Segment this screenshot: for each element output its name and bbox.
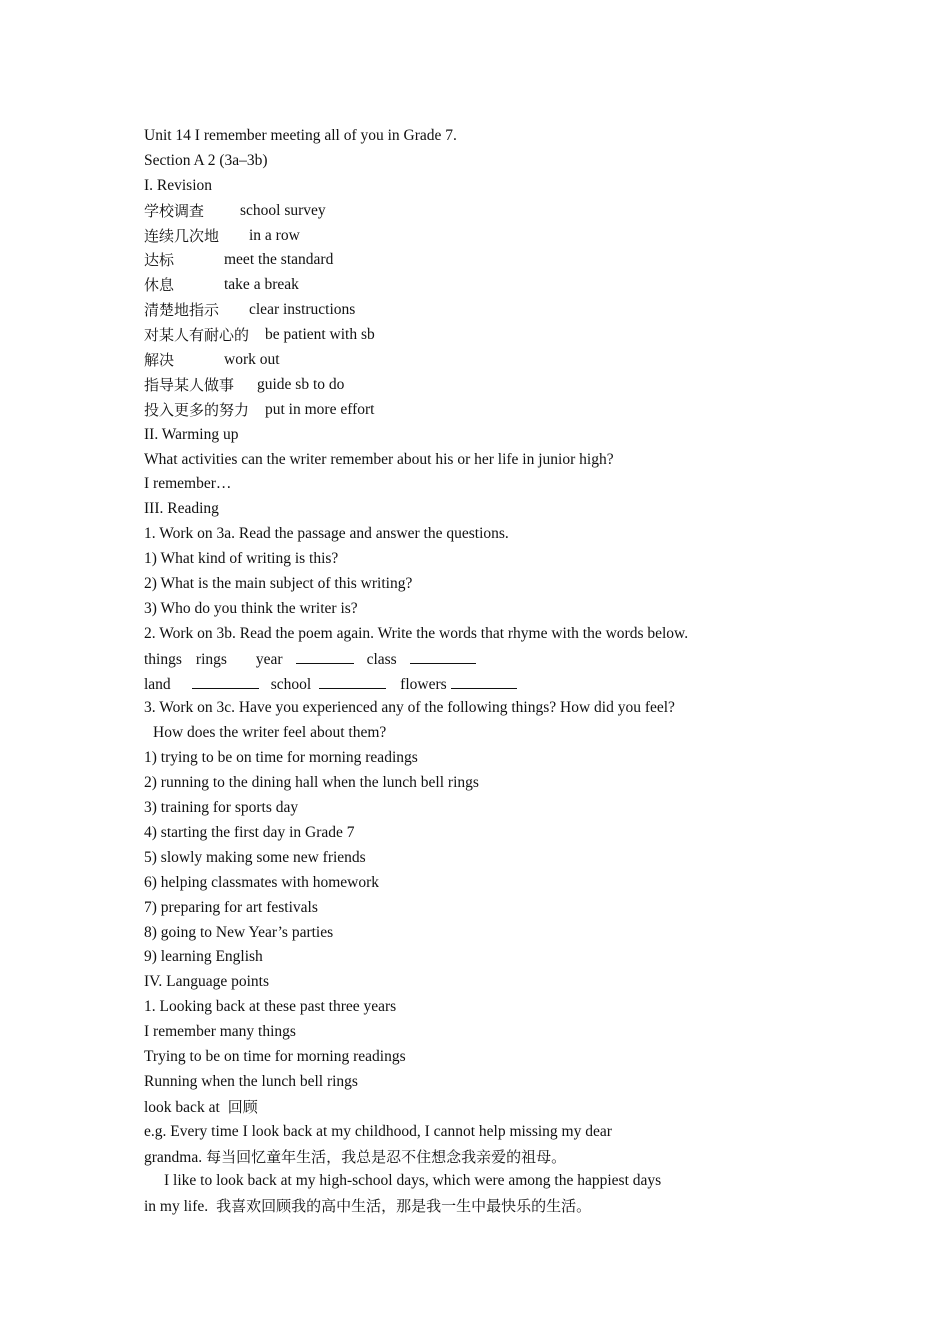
- example-line: e.g. Every time I look back at my childhood, I cannot help missing my dear: [144, 1122, 612, 1140]
- poem-line: 1. Looking back at these past three years: [144, 998, 397, 1016]
- list-item: 9) learning English: [144, 948, 263, 966]
- vocab-en: guide sb to do: [257, 375, 345, 393]
- rhyme-word: things: [144, 650, 182, 668]
- warming-question: What activities can the writer remember about his or her life in junior high?: [144, 450, 614, 468]
- vocab-zh: 连续几次地: [144, 226, 220, 245]
- rhyme-word: school: [270, 675, 312, 693]
- vocab-zh: 休息: [144, 276, 175, 295]
- list-item: 7) preparing for art festivals: [144, 898, 318, 916]
- phrase-en: look back at: [144, 1098, 220, 1116]
- language-heading: IV. Language points: [144, 973, 269, 991]
- vocab-row: [144, 373, 824, 398]
- rhyme-word: flowers: [400, 675, 447, 693]
- poem-line: Trying to be on time for morning readings: [144, 1047, 406, 1065]
- warming-prompt: I remember…: [144, 475, 232, 493]
- vocab-en: take a break: [224, 276, 299, 294]
- vocab-zh: 对某人有耐心的: [144, 326, 250, 345]
- phrase-zh: 回顾: [227, 1097, 258, 1116]
- vocab-en: in a row: [249, 226, 300, 244]
- answer-blank[interactable]: [192, 672, 259, 689]
- answer-blank[interactable]: [319, 672, 386, 689]
- vocab-en: meet the standard: [224, 251, 334, 269]
- vocab-row: [144, 398, 824, 423]
- vocab-row: [144, 348, 824, 373]
- example-zh: 我喜欢回顾我的高中生活，那是我一生中最快乐的生活。: [216, 1197, 592, 1216]
- vocab-en: clear instructions: [249, 301, 356, 319]
- rhyme-row-1: [144, 647, 824, 672]
- reading-task-3: 3. Work on 3c. Have you experienced any of the following things? How did you feel?: [144, 699, 675, 717]
- vocab-row: [144, 323, 824, 348]
- vocab-zh: 学校调查: [144, 201, 205, 220]
- vocab-row: [144, 248, 824, 273]
- document-page: [144, 124, 824, 1219]
- vocab-en: put in more effort: [265, 400, 375, 418]
- vocab-zh: 投入更多的努力: [144, 400, 250, 419]
- rhyme-row-2: [144, 672, 824, 697]
- vocab-row: [144, 199, 824, 224]
- vocab-en: work out: [224, 351, 280, 369]
- example-line: I like to look back at my high-school days, which were among the happiest days: [164, 1172, 662, 1190]
- example-zh: 每当回忆童年生活，我总是忍不住想念我亲爱的祖母。: [206, 1147, 567, 1166]
- answer-blank[interactable]: [296, 647, 354, 664]
- reading-question: 2) What is the main subject of this writing?: [144, 575, 413, 593]
- list-item: 6) helping classmates with homework: [144, 873, 380, 891]
- example-line: [144, 1145, 824, 1170]
- revision-heading: I. Revision: [144, 176, 213, 194]
- answer-blank[interactable]: [410, 647, 476, 664]
- reading-question: 1) What kind of writing is this?: [144, 550, 339, 568]
- reading-heading: III. Reading: [144, 500, 219, 518]
- example-en: grandma.: [144, 1148, 203, 1166]
- vocab-zh: 清楚地指示: [144, 301, 220, 320]
- poem-line: Running when the lunch bell rings: [144, 1072, 358, 1090]
- vocab-en: school survey: [240, 201, 326, 219]
- section-title: Section A 2 (3a–3b): [144, 151, 268, 169]
- reading-task-2: 2. Work on 3b. Read the poem again. Write the words that rhyme with the words below.: [144, 624, 689, 642]
- list-item: 1) trying to be on time for morning readings: [144, 749, 418, 767]
- rhyme-word: class: [366, 650, 397, 668]
- list-item: 4) starting the first day in Grade 7: [144, 823, 355, 841]
- list-item: 3) training for sports day: [144, 799, 299, 817]
- rhyme-word: rings: [195, 650, 227, 668]
- vocab-row: [144, 298, 824, 323]
- unit-title: Unit 14 I remember meeting all of you in Grade 7.: [144, 127, 457, 144]
- vocab-zh: 解决: [144, 351, 175, 370]
- list-item: 2) running to the dining hall when the lunch bell rings: [144, 774, 479, 792]
- vocab-zh: 达标: [144, 251, 175, 270]
- reading-task-3-cont: How does the writer feel about them?: [153, 724, 387, 742]
- phrase-line: [144, 1095, 824, 1120]
- list-item: 8) going to New Year’s parties: [144, 923, 334, 941]
- poem-line: I remember many things: [144, 1023, 296, 1041]
- warming-heading: II. Warming up: [144, 425, 239, 443]
- vocab-zh: 指导某人做事: [144, 375, 235, 394]
- reading-task-1: 1. Work on 3a. Read the passage and answer the questions.: [144, 525, 509, 543]
- rhyme-word: land: [144, 675, 171, 693]
- reading-question: 3) Who do you think the writer is?: [144, 599, 358, 617]
- example-en: in my life.: [144, 1198, 209, 1216]
- vocab-row: [144, 273, 824, 298]
- vocab-en: be patient with sb: [265, 326, 375, 344]
- list-item: 5) slowly making some new friends: [144, 848, 366, 866]
- rhyme-word: year: [255, 650, 283, 668]
- example-line: [144, 1194, 824, 1219]
- vocab-row: [144, 224, 824, 249]
- answer-blank[interactable]: [451, 672, 517, 689]
